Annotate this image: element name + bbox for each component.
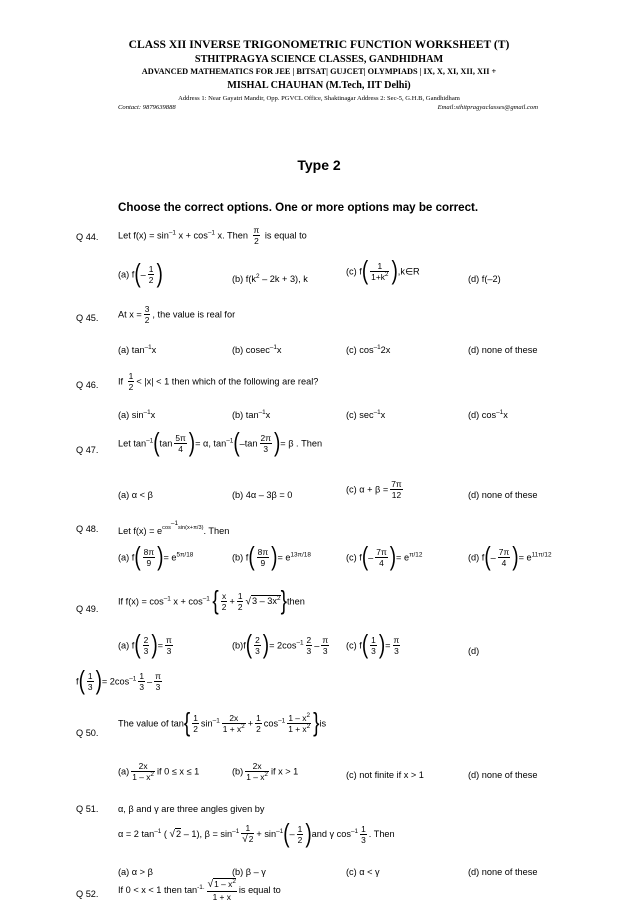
option-a: (a) $\frac{2x}{1 - x^2}$ if 0 ≤ x ≤ 1 <box>118 761 200 783</box>
option-d: (d) none of these <box>468 345 538 355</box>
option-d: (d) f(– $\frac{7\pi}{4}$ )= $e^{11\pi/12}$ <box>468 543 552 573</box>
option-b: (b) $f(k^2 - 2k + 3)$, k <box>232 273 308 284</box>
question-number: Q 52. <box>76 889 99 899</box>
question-number: Q 44. <box>76 232 99 242</box>
question-number: Q 50. <box>76 728 99 738</box>
option-b: (b) $\frac{2x}{1 - x^2}$ if x > 1 <box>232 761 299 783</box>
worksheet-title: CLASS XII INVERSE TRIGONOMETRIC FUNCTION WORKSHEET (T) <box>128 38 510 51</box>
question-stem: If $\frac{1}{2}$ < |x| < 1 then which of the following are real? <box>118 371 319 393</box>
option-c: (c) f( $\frac{1}{3}$ )= $\frac{\pi}{3}$ <box>346 631 400 661</box>
question-stem: Let $f(x) = \sin^{-1} x + \cos^{-1} x$. Then $\frac{\pi}{2}$ is equal to <box>118 225 307 247</box>
option-b: (b) cosec$^{-1}$x <box>232 344 282 355</box>
option-c: (c) $\cos^{-1}2x$ <box>346 344 391 355</box>
instructions: Choose the correct options. One or more options may be correct. <box>118 201 479 214</box>
question-stem: At x = $\frac{3}{2}$ , the value is real for <box>118 304 236 326</box>
option-d: (d) f(–2) <box>468 274 501 284</box>
courses-line: ADVANCED MATHEMATICS FOR JEE | BITSAT| GUJCET| OLYMPIADS | IX, X, XI, XII, XII + <box>141 67 497 76</box>
option-d: (d) $\cos^{-1}x$ <box>468 409 508 420</box>
question-number: Q 47. <box>76 445 99 455</box>
question-number: Q 49. <box>76 604 99 614</box>
option-c: (c) f( $\frac{1}{1+k^2}$ ),k∈R <box>346 257 420 287</box>
institute-name: STHITPRAGYA SCIENCE CLASSES, GANDHIDHAM <box>194 54 444 65</box>
option-a: (a) f( $\frac{8\pi}{9}$ )= $e^{5\pi/18}$ <box>118 543 194 573</box>
question-stem: If $f(x) = \cos^{-1} x + \cos^{-1}$ { $\frac{x}{2}$ + $\frac{1}{2}$ $√3 - 3x^2\}then$ <box>118 587 305 617</box>
question-number: Q 51. <box>76 804 99 814</box>
question-stem: Let $\tan^{-1}(\tan$ $\frac{5\pi}{4}$ )= α, $\tan^{-1}(-\tan$ $\frac{2\pi}{3}$ )= β . Then <box>118 429 323 459</box>
question-number: Q 48. <box>76 524 99 534</box>
option-c: (c) α < γ <box>346 867 380 877</box>
option-d: (d) <box>468 646 480 656</box>
option-c: (c) α + β = $\frac{7\pi}{12}$ <box>346 479 402 501</box>
question-number: Q 46. <box>76 380 99 390</box>
option-b: (b) 4α – 3β = 0 <box>232 490 293 500</box>
question-stem: α, β and γ are three angles given by <box>118 804 265 814</box>
contact-line <box>118 104 538 111</box>
option-d: (d) none of these <box>468 867 538 877</box>
option-a: (a) α > β <box>118 867 153 877</box>
option-c: (c) not finite if x > 1 <box>346 770 424 780</box>
option-a: (a) $\sin^{-1}x$ <box>118 409 156 420</box>
question-stem: The value of tan{ $\frac{1}{2}$ $\sin^{-1}$ $\frac{2x}{1 + x^2}$ + $\frac{1}{2}$ $\cos^{-1}$ $\frac{1 - x^2}{1 + x^2}$ }is <box>118 709 327 739</box>
teacher-name: MISHAL CHAUHAN (M.Tech, IIT Delhi) <box>227 80 411 91</box>
option-a: (a) f(– $\frac{1}{2}$ ) <box>118 260 163 290</box>
option-d-continued: f( $\frac{1}{3}$ )= $2\cos^{-1}$ $\frac{1}{3}$ – $\frac{\pi}{3}$ <box>76 667 161 697</box>
contact-phone: Contact: 9879639888 <box>118 104 176 111</box>
option-d: (d) none of these <box>468 490 538 500</box>
question-stem: If 0 < x < 1 then $\tan^{-1.}$ $\frac{√1 - x^2}{1 + x}$ is equal to <box>118 878 281 902</box>
angle-definitions: α = 2 $\tan^{-1}$ ( √2 – 1), $\beta = \sin^{-1}$ $\frac{1}{√2}$ + $\sin^{-1}(-$ $\frac{1}{2}$ )and γ $\cos^{-1}$ $\frac{1}{3}$ . Then <box>118 820 395 849</box>
option-d: (d) none of these <box>468 770 538 780</box>
option-b: (b) β – γ <box>232 867 266 877</box>
question-stem: Let $f(x) = e^{cos^{-1}sin(x+\pi/3)}$. Then <box>118 520 230 536</box>
option-a: (a) $\tan^{-1}x$ <box>118 344 157 355</box>
option-a: (a) α < β <box>118 490 153 500</box>
option-b: (b) f( $\frac{8\pi}{9}$ )= $e^{13\pi/18}$ <box>232 543 311 573</box>
question-number: Q 45. <box>76 313 99 323</box>
option-c: (c) f(– $\frac{7\pi}{4}$ )= $e^{\pi/12}$ <box>346 543 423 573</box>
option-c: (c) $\sec^{-1}x$ <box>346 409 386 420</box>
option-a: (a) f( $\frac{2}{3}$ )= $\frac{\pi}{3}$ <box>118 631 172 661</box>
address-line: Address 1: Near Gayatri Mandir, Opp. PGVCL Office, Shaktinagar Address 2: Sec-5, G.H.B, Gandhidham <box>178 95 460 102</box>
option-b: (b)f( $\frac{2}{3}$ )= $2\cos^{-1}$ $\frac{2}{3}$ – $\frac{\pi}{3}$ <box>232 631 329 661</box>
contact-email: Email:sthitpragyaclasses@gmail.com <box>437 104 538 111</box>
section-title: Type 2 <box>297 157 341 173</box>
option-b: (b) $\tan^{-1}x$ <box>232 409 271 420</box>
